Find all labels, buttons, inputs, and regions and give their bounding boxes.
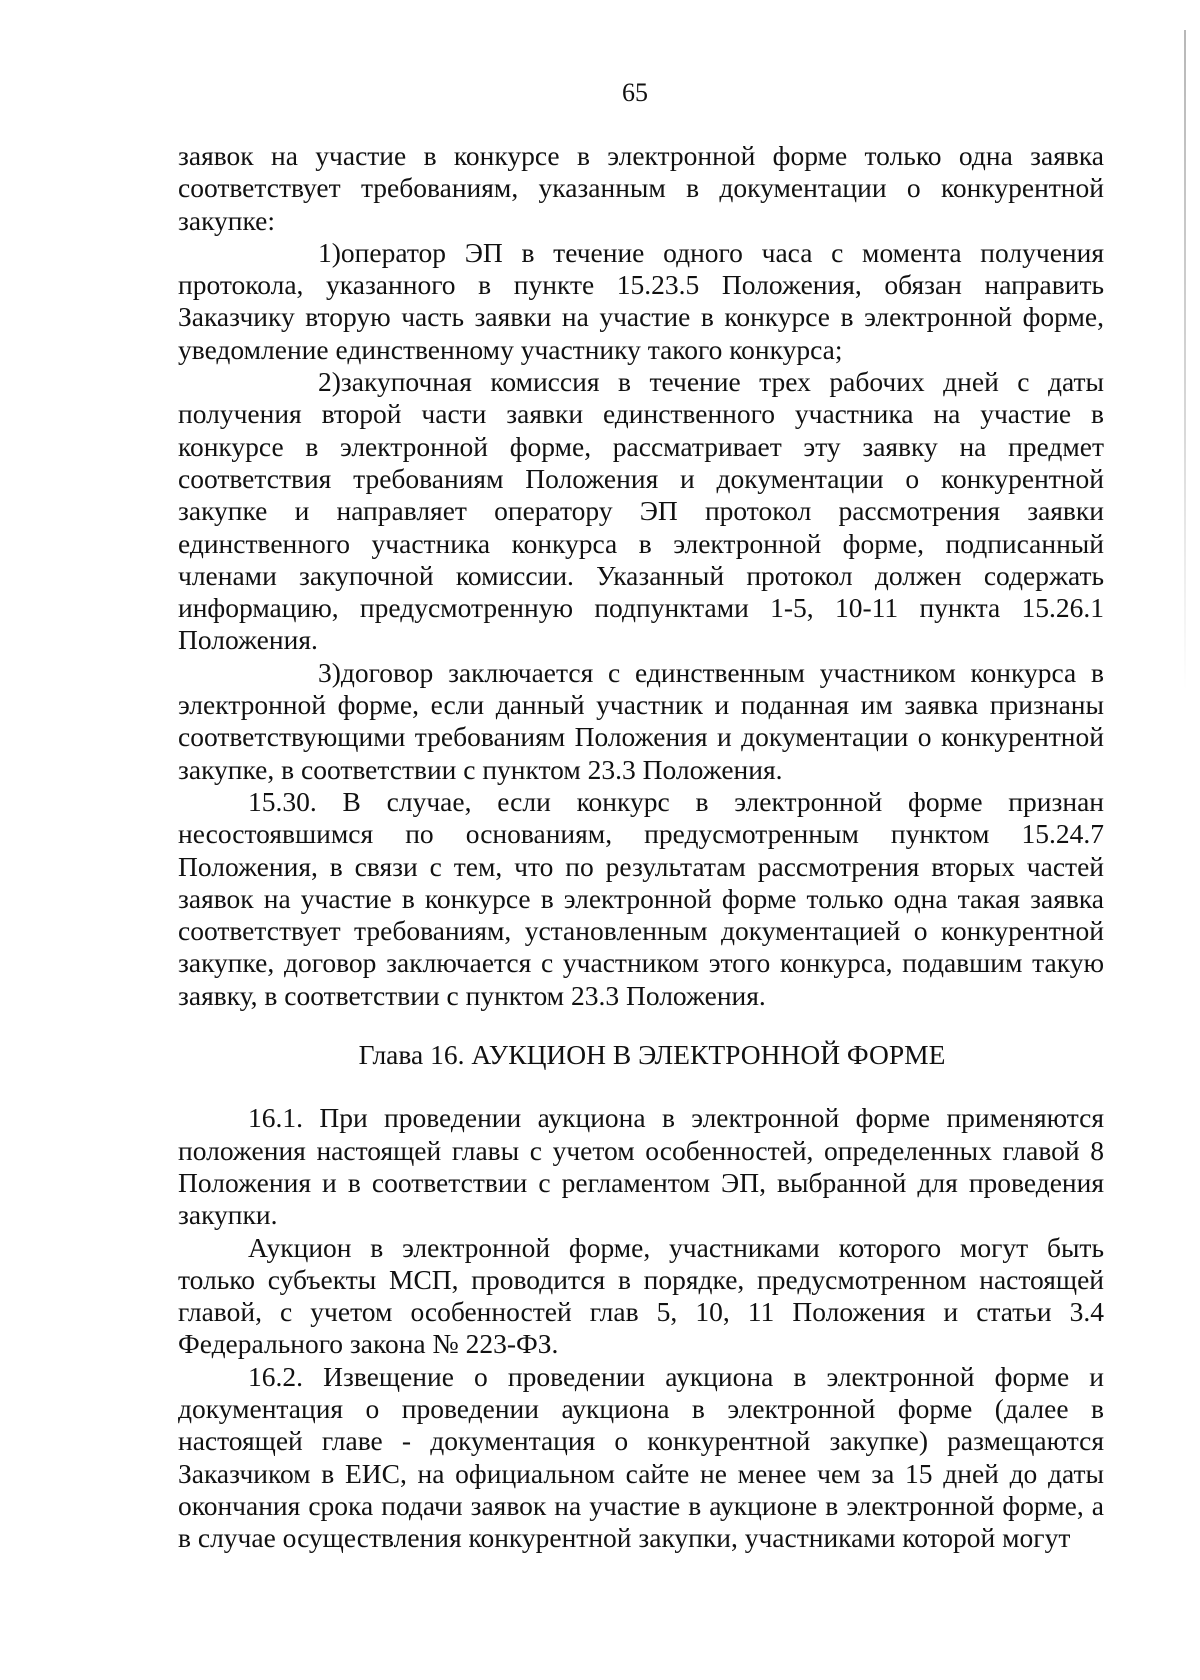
document-body bbox=[178, 140, 1104, 1554]
paragraph-16-2: 16.2. Извещение о проведении аукциона в электронной форме и документация о проведении аукциона в электронной форме (далее в настоящей главе - документация о конкурентной закупке) размещаются Заказчиком в ЕИС, на официальном сайте не менее чем за 15 дней до даты окончания срока подачи заявок на участие в аукционе в электронной форме, а в случае осуществления конкурентной закупки, участниками которой могут bbox=[178, 1360, 1104, 1554]
list-item-number: 3) bbox=[318, 656, 341, 688]
list-item-text: закупочная комиссия в течение трех рабочих дней с даты получения второй части заявки единственного участника на участие в конкурсе в электронной форме, рассматривает эту заявку на предмет соответствия требованиям Положения и документации о конкурентной закупке и направляет оператору ЭП протокол рассмотрения заявки единственного участника конкурса в электронной форме, подписанный членами закупочной комиссии. Указанный протокол должен содержать информацию, предусмотренную подпунктами 1-5, 10-11 пункта 15.26.1 Положения. bbox=[178, 366, 1104, 656]
paragraph-15-30: 15.30. В случае, если конкурс в электронной форме признан несостоявшимся по основаниям, предусмотренным пунктом 15.24.7 Положения, в связи с тем, что по результатам рассмотрения вторых частей заявок на участие в конкурсе в электронной форме только одна такая заявка соответствует требованиям, установленным документацией о конкурентной закупке, договор заключается с участником этого конкурса, подавшим такую заявку, в соответствии с пунктом 23.3 Положения. bbox=[178, 785, 1104, 1011]
paragraph-continuation: заявок на участие в конкурсе в электронной форме только одна заявка соответствует требованиям, указанным в документации о конкурентной закупке: bbox=[178, 140, 1104, 236]
chapter-heading: Глава 16. АУКЦИОН В ЭЛЕКТРОННОЙ ФОРМЕ bbox=[358, 1039, 946, 1071]
list-item-2 bbox=[178, 366, 1104, 657]
list-item-text: оператор ЭП в течение одного часа с момента получения протокола, указанного в пункте 15.23.5 Положения, обязан направить Заказчику вторую часть заявки на участие в конкурсе в электронной форме, уведомление единственному участнику такого конкурса; bbox=[178, 236, 1104, 365]
paragraph-16-1: 16.1. При проведении аукциона в электронной форме применяются положения настоящей главы с учетом особенностей, определенных главой 8 Положения и в соответствии с регламентом ЭП, выбранной для проведения закупки. bbox=[178, 1102, 1104, 1231]
page-number: 65 bbox=[622, 78, 648, 107]
scan-edge-shadow bbox=[1184, 30, 1186, 690]
list-item-1 bbox=[178, 237, 1104, 366]
list-item-text: договор заключается с единственным участником конкурса в электронной форме, если данный участник и поданная им заявка признаны соответствующими требованиям Положения и документации о конкурентной закупке, в соответствии с пунктом 23.3 Положения. bbox=[178, 656, 1104, 785]
list-item-number: 2) bbox=[318, 366, 341, 398]
paragraph-msp-auction: Аукцион в электронной форме, участниками которого могут быть только субъекты МСП, проводится в порядке, предусмотренном настоящей главой, с учетом особенностей глав 5, 10, 11 Положения и статьи 3.4 Федерального закона № 223-ФЗ. bbox=[178, 1231, 1104, 1360]
list-item-3 bbox=[178, 657, 1104, 786]
list-item-number: 1) bbox=[318, 236, 341, 268]
